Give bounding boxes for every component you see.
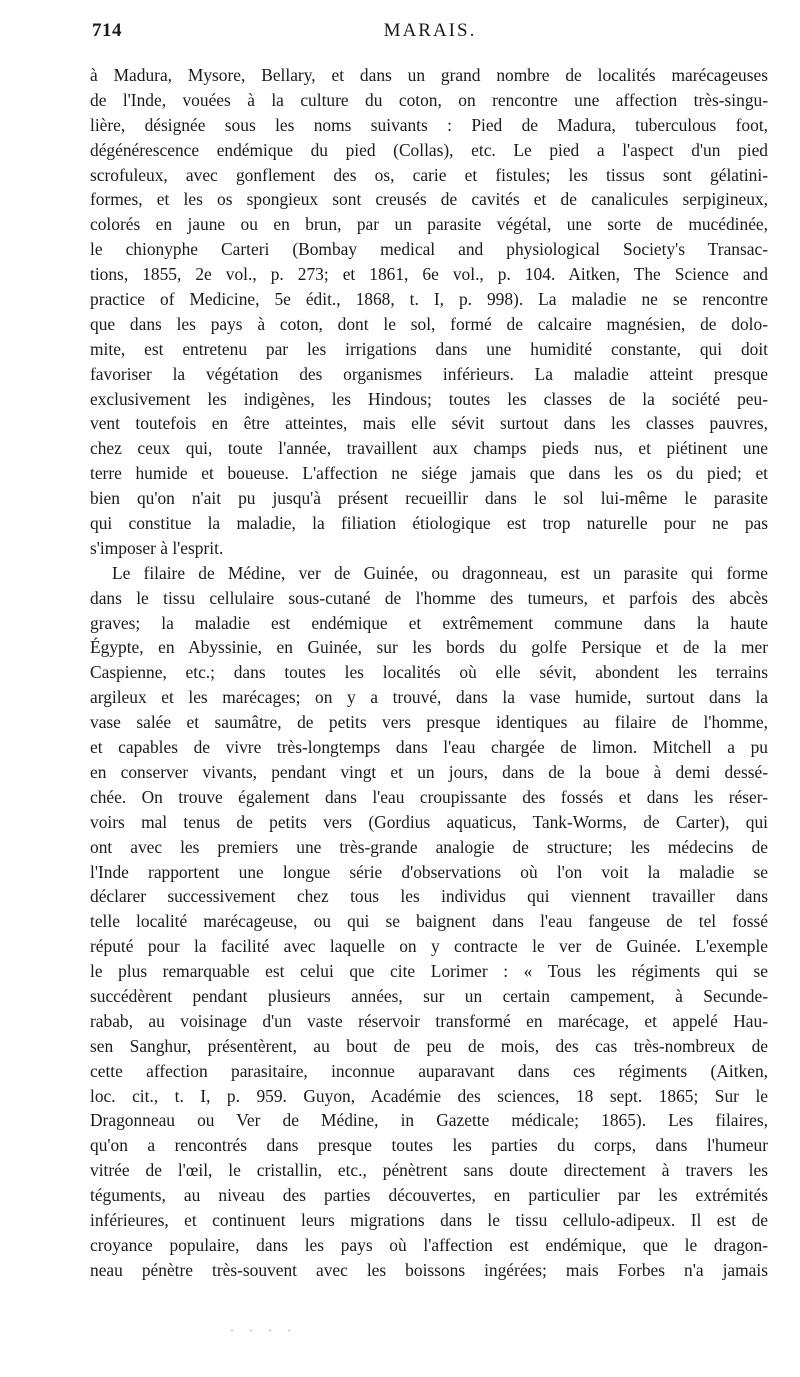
text-line: loc. cit., t. I, p. 959. Guyon, Académie des sciences, 18 sept. 1865; Sur le <box>90 1085 768 1106</box>
text-line: exclusivement les indigènes, les Hindous; toutes les classes de la société peu- <box>90 388 768 409</box>
running-title: MARAIS. <box>383 20 477 41</box>
text-line: telle localité marécageuse, ou qui se baignent dans l'eau fangeuse de tel fossé <box>90 911 768 932</box>
text-line: réputé pour la facilité avec laquelle on y contracte le ver de Guinée. L'exemple <box>90 936 768 957</box>
text-line: de l'Inde, vouées à la culture du coton, on rencontre une affection très-singu- <box>90 89 768 110</box>
text-line: colorés en jaune ou en brun, par un parasite végétal, une sorte de mucédinée, <box>90 214 768 235</box>
text-line: lière, désignée sous les noms suivants : Pied de Madura, tuberculous foot, <box>90 114 768 135</box>
text-line: Caspienne, etc.; dans toutes les localités où elle sévit, abondent les terrains <box>90 662 768 683</box>
text-line: qu'on a rencontrés dans presque toutes les parties du corps, dans l'humeur <box>90 1135 768 1156</box>
text-line: à Madura, Mysore, Bellary, et dans un grand nombre de localités marécageuses <box>90 65 768 85</box>
text-line: l'Inde rapportent une longue série d'observations où l'on voit la maladie se <box>90 861 768 882</box>
text-line: bien qu'on n'ait pu jusqu'à présent recueillir dans le sol lui-même le parasite <box>90 488 768 509</box>
text-line: graves; la maladie est endémique et extrêmement commune dans la haute <box>90 612 768 633</box>
text-line: téguments, au niveau des parties découvertes, en particulier par les extrémités <box>90 1185 768 1206</box>
text-line: en conserver vivants, pendant vingt et un jours, dans de la boue à demi dessé- <box>90 761 768 782</box>
text-line: dans le tissu cellulaire sous-cutané de l'homme des tumeurs, et parfois des abcès <box>90 587 768 608</box>
print-specks: · · · · <box>230 1323 297 1337</box>
text-line: déclarer successivement chez tous les individus qui viennent travailler dans <box>90 886 768 907</box>
text-line: practice of Medicine, 5e édit., 1868, t. I, p. 998). La maladie ne se rencontre <box>90 289 768 310</box>
text-line: neau pénètre très-souvent avec les boissons ingérées; mais Forbes n'a jamais <box>90 1259 768 1280</box>
text-line: inférieures, et continuent leurs migrations dans le tissu cellulo-adipeux. Il est de <box>90 1209 768 1230</box>
text-line: vase salée et saumâtre, de petits vers presque identiques au filaire de l'homme, <box>90 712 768 733</box>
text-line: vent toutefois en être atteintes, mais elle sévit surtout dans les classes pauvres, <box>90 413 768 434</box>
text-line: argileux et les marécages; on y a trouvé, dans la vase humide, surtout dans la <box>90 687 768 708</box>
text-line: Dragonneau ou Ver de Médine, in Gazette médicale; 1865). Les filaires, <box>90 1110 768 1131</box>
text-line: chez ceux qui, toute l'année, travaillent aux champs pieds nus, et piétinent une <box>90 438 768 459</box>
body-text <box>90 63 768 1283</box>
text-line: terre humide et boueuse. L'affection ne siége jamais que dans les os du pied; et <box>90 463 768 484</box>
text-line: rabab, au voisinage d'un vaste réservoir transformé en marécage, et appelé Hau- <box>90 1010 768 1031</box>
text-line: succédèrent pendant plusieurs années, sur un certain campement, à Secunde- <box>90 985 768 1006</box>
page-number: 714 <box>92 20 122 41</box>
text-line: ont avec les premiers une très-grande analogie de structure; les médecins de <box>90 836 768 857</box>
paragraph-end-line: s'imposer à l'esprit. <box>90 537 224 558</box>
paragraph-start-line: Le filaire de Médine, ver de Guinée, ou dragonneau, est un parasite qui forme <box>112 562 768 583</box>
text-line: dégénérescence endémique du pied (Collas), etc. Le pied a l'aspect d'un pied <box>90 139 768 160</box>
text-line: mite, est entretenu par les irrigations dans une humidité constante, qui doit <box>90 338 768 359</box>
text-line: scrofuleux, avec gonflement des os, carie et fistules; les tissus sont gélatini- <box>90 164 768 185</box>
text-line: voirs mal tenus de petits vers (Gordius aquaticus, Tank-Worms, de Carter), qui <box>90 811 768 832</box>
text-line: le chionyphe Carteri (Bombay medical and physiological Society's Transac- <box>90 239 768 260</box>
text-line: formes, et les os spongieux sont creusés de cavités et de canalicules serpigineux, <box>90 189 768 210</box>
text-line: favoriser la végétation des organismes inférieurs. La maladie atteint presque <box>90 363 768 384</box>
text-line: et capables de vivre très-longtemps dans l'eau chargée de limon. Mitchell a pu <box>90 737 768 758</box>
text-line: Égypte, en Abyssinie, en Guinée, sur les bords du golfe Persique et de la mer <box>90 637 768 658</box>
text-line: tions, 1855, 2e vol., p. 273; et 1861, 6e vol., p. 104. Aitken, The Science and <box>90 264 768 285</box>
text-line: sen Sanghur, présentèrent, au bout de peu de mois, des cas très-nombreux de <box>90 1035 768 1056</box>
text-line: chée. On trouve également dans l'eau croupissante des fossés et dans les réser- <box>90 786 768 807</box>
text-line: croyance populaire, dans les pays où l'affection est endémique, que le dragon- <box>90 1234 768 1255</box>
text-line: vitrée de l'œil, le cristallin, etc., pénètrent sans doute directement à travers les <box>90 1160 768 1181</box>
text-line: le plus remarquable est celui que cite Lorimer : « Tous les régiments qui se <box>90 961 768 982</box>
page-header <box>92 20 768 50</box>
text-line: que dans les pays à coton, dont le sol, formé de calcaire magnésien, de dolo- <box>90 313 768 334</box>
text-line: cette affection parasitaire, inconnue auparavant dans ces régiments (Aitken, <box>90 1060 768 1081</box>
text-line: qui constitue la maladie, la filiation étiologique est trop naturelle pour ne pas <box>90 513 768 534</box>
